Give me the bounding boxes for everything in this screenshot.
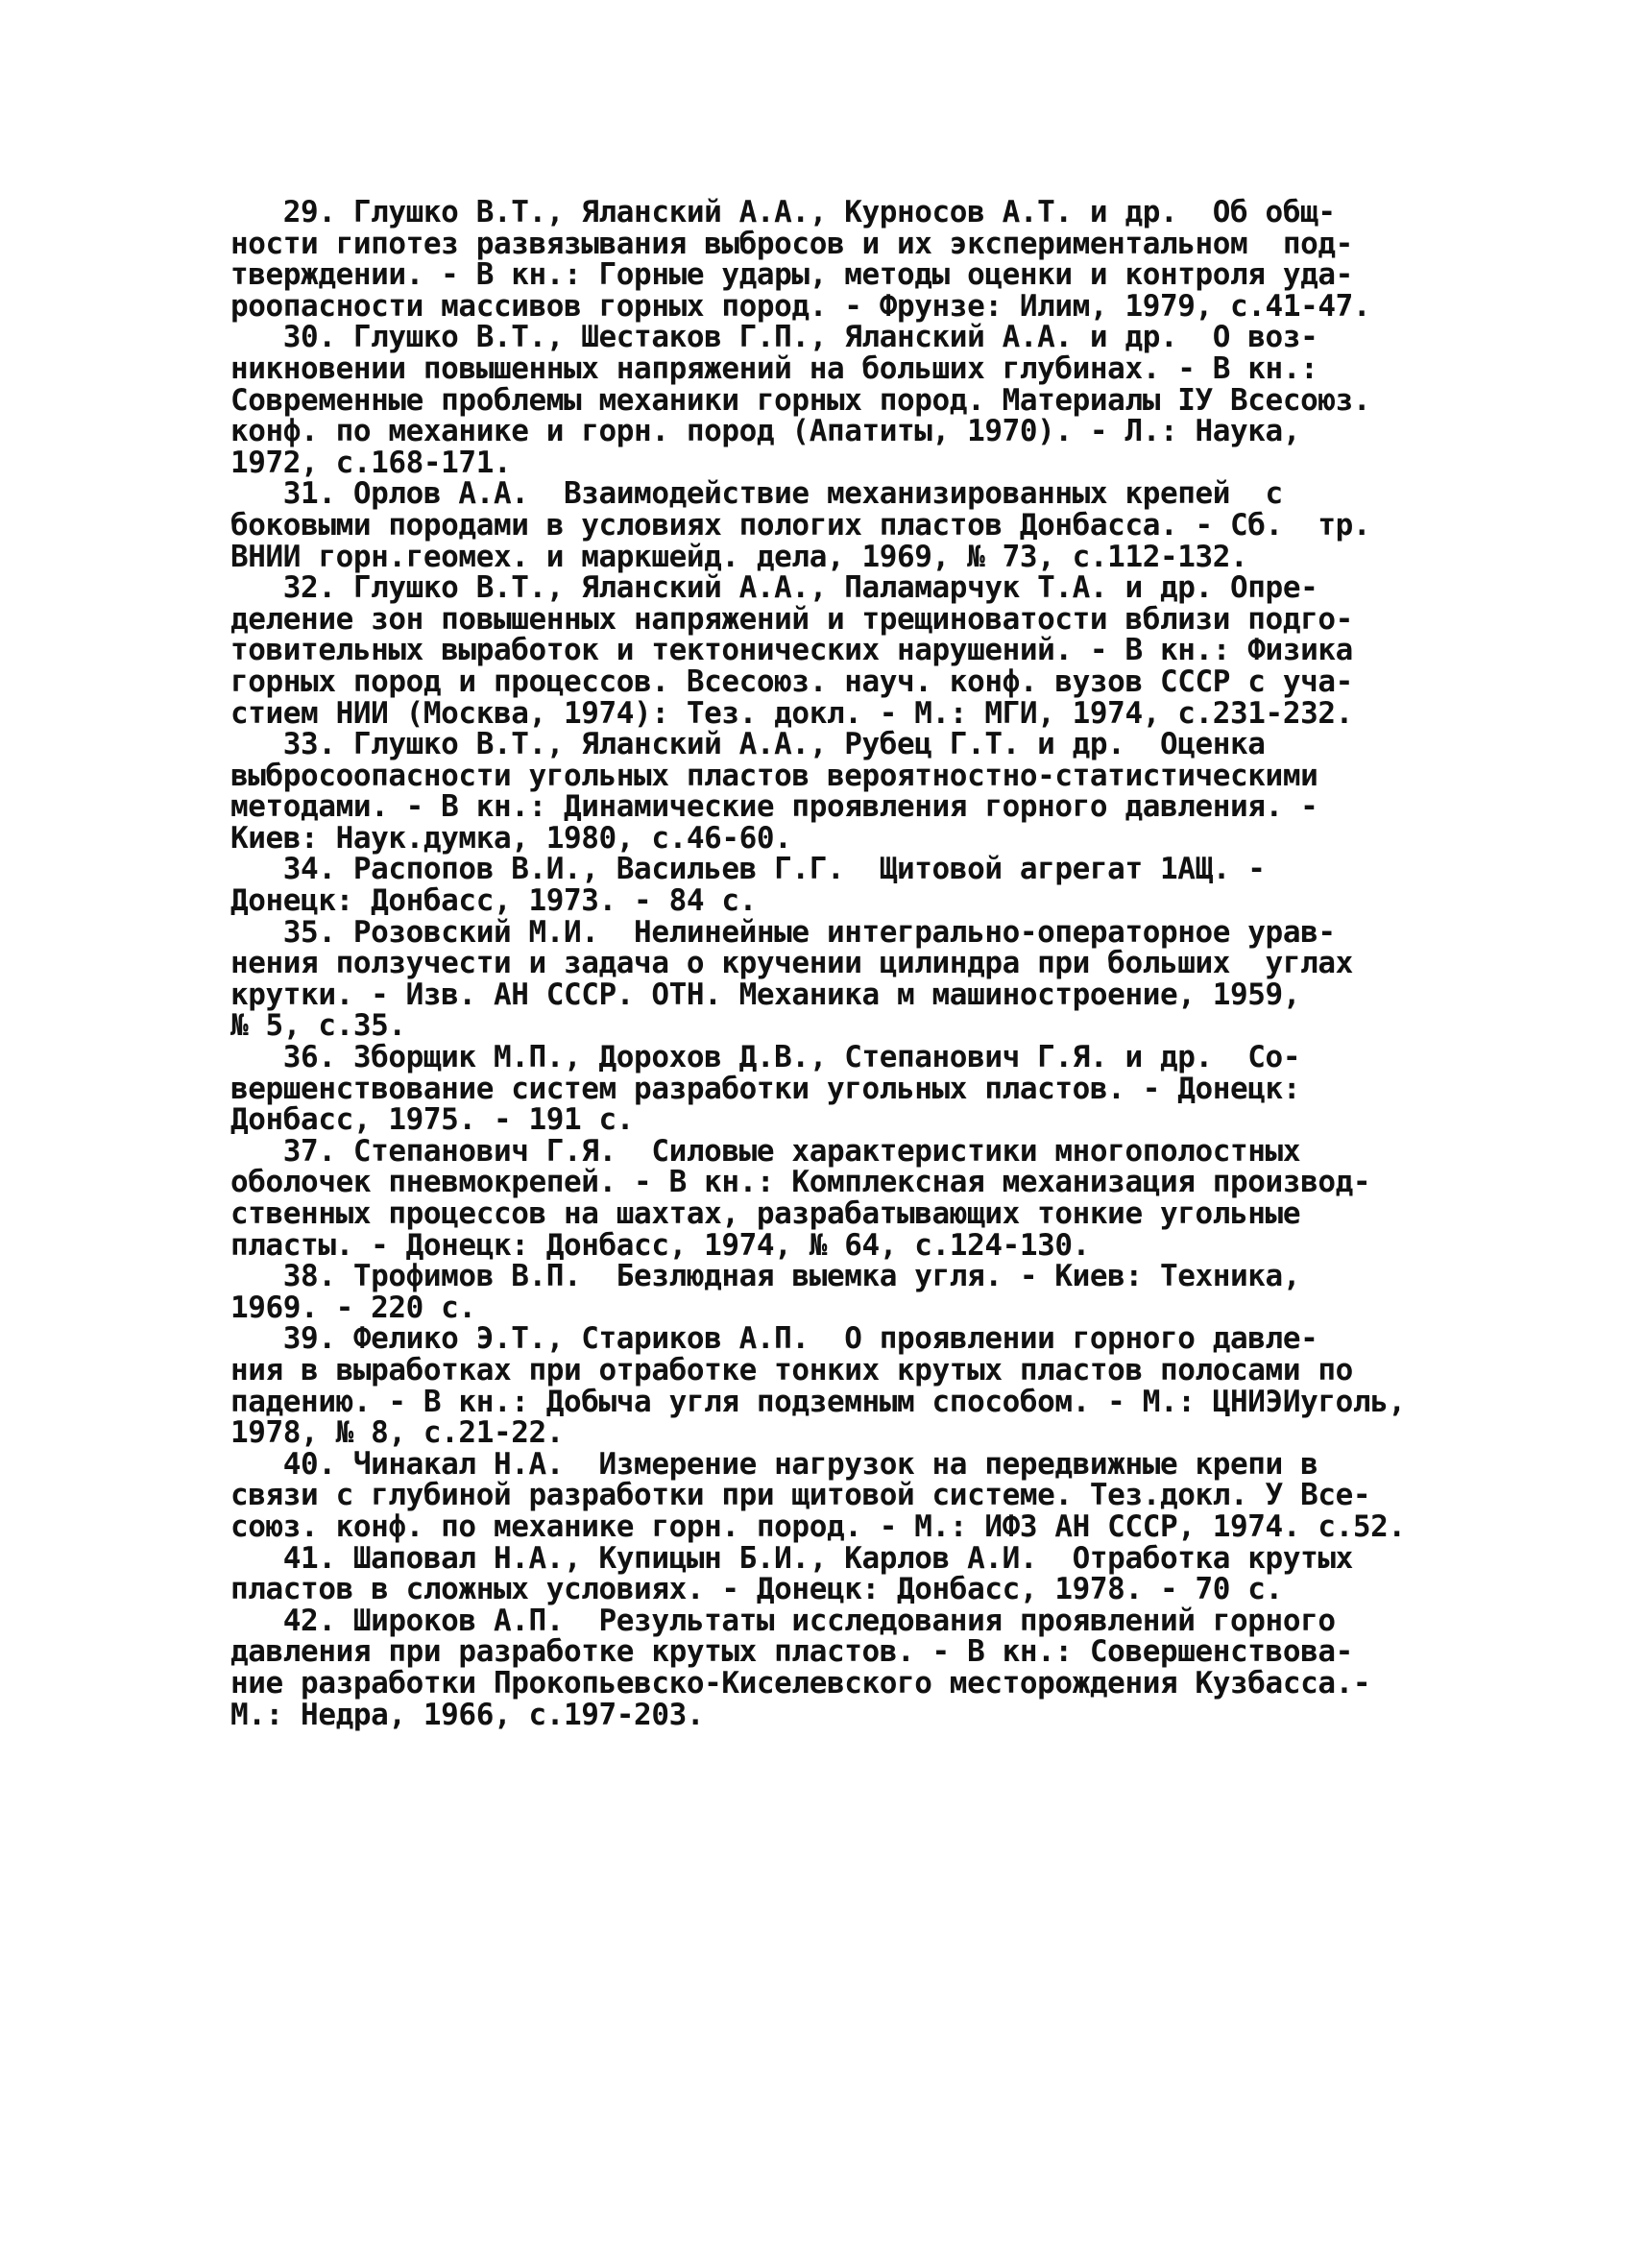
reference-line: падению. - В кн.: Добыча угля подземным способом. - М.: ЦНИЭИуголь, xyxy=(230,1384,1406,1419)
reference-line: ния в выработках при отработке тонких крутых пластов полосами по xyxy=(230,1352,1353,1387)
reference-line: никновении повышенных напряжений на больших глубинах. - В кн.: xyxy=(230,350,1318,386)
reference-line: 39. Фелико Э.Т., Стариков А.П. О проявлении горного давле- xyxy=(230,1321,1318,1357)
reference-entry-36 xyxy=(230,1042,1503,1136)
reference-entry-35 xyxy=(230,914,1503,1044)
reference-entry-41 xyxy=(230,1540,1503,1607)
reference-line: 40. Чинакал Н.А. Измерение нагрузок на передвижные крепи в xyxy=(230,1446,1318,1482)
reference-line: Донбасс, 1975. - 191 с. xyxy=(230,1102,635,1138)
reference-line: оболочек пневмокрепей. - В кн.: Комплексная механизация производ- xyxy=(230,1165,1371,1200)
reference-list xyxy=(230,197,1503,1730)
reference-entry-33 xyxy=(230,729,1503,854)
reference-entry-40 xyxy=(230,1446,1503,1544)
reference-line: ние разработки Прокопьевско-Киселевского месторождения Кузбасса.- xyxy=(230,1665,1371,1701)
reference-line: боковыми породами в условиях пологих пластов Донбасса. - Сб. тр. xyxy=(230,507,1371,543)
reference-entry-29 xyxy=(230,197,1503,322)
reference-line: выбросоопасности угольных пластов вероятностно-статистическими xyxy=(230,758,1318,793)
reference-line: вершенствование систем разработки угольных пластов. - Донецк: xyxy=(230,1071,1301,1106)
reference-line: пласты. - Донецк: Донбасс, 1974, № 64, с.124-130. xyxy=(230,1227,1090,1263)
reference-line: крутки. - Изв. АН СССР. ОТН. Механика м машиностроение, 1959, xyxy=(230,977,1301,1012)
reference-line: Киев: Наук.думка, 1980, с.46-60. xyxy=(230,820,792,856)
reference-line: 37. Степанович Г.Я. Силовые характеристики многополостных xyxy=(230,1133,1301,1169)
reference-entry-34 xyxy=(230,852,1503,919)
reference-line: товительных выработок и тектонических нарушений. - В кн.: Физика xyxy=(230,633,1353,668)
reference-line: роопасности массивов горных пород. - Фрунзе: Илим, 1979, с.41-47. xyxy=(230,288,1371,324)
reference-line: ности гипотез развязывания выбросов и их экспериментальном под- xyxy=(230,226,1353,261)
reference-line: 41. Шаповал Н.А., Купицын Б.И., Карлов А.И. Отработка крутых xyxy=(230,1540,1353,1576)
reference-line: 38. Трофимов В.П. Безлюдная выемка угля. - Киев: Техника, xyxy=(230,1259,1301,1294)
reference-entry-39 xyxy=(230,1321,1503,1451)
reference-line: 30. Глушко В.Т., Шестаков Г.П., Яланский А.А. и др. О воз- xyxy=(230,320,1318,355)
reference-line: давления при разработке крутых пластов. - В кн.: Совершенствова- xyxy=(230,1634,1353,1670)
reference-line: ственных процессов на шахтах, разрабатывающих тонкие угольные xyxy=(230,1196,1301,1231)
reference-line: 29. Глушко В.Т., Яланский А.А., Курносов А.Т. и др. Об общ- xyxy=(230,195,1336,229)
reference-line: Донецк: Донбасс, 1973. - 84 с. xyxy=(230,883,757,919)
reference-line: 1972, с.168-171. xyxy=(230,445,512,480)
reference-entry-32 xyxy=(230,572,1503,729)
reference-line: 31. Орлов А.А. Взаимодействие механизированных крепей с xyxy=(230,476,1283,512)
reference-entry-38 xyxy=(230,1261,1503,1323)
reference-line: горных пород и процессов. Всесоюз. науч. конф. вузов СССР с уча- xyxy=(230,664,1353,699)
reference-line: стием НИИ (Москва, 1974): Тез. докл. - М.: МГИ, 1974, с.231-232. xyxy=(230,695,1353,731)
reference-line: М.: Недра, 1966, с.197-203. xyxy=(230,1697,705,1732)
reference-entry-31 xyxy=(230,478,1503,572)
reference-line: 34. Распопов В.И., Васильев Г.Г. Щитовой агрегат 1АЩ. - xyxy=(230,852,1266,887)
reference-line: конф. по механике и горн. пород (Апатиты, 1970). - Л.: Наука, xyxy=(230,414,1301,449)
reference-line: Современные проблемы механики горных пород. Материалы IУ Всесоюз. xyxy=(230,382,1371,418)
reference-line: деление зон повышенных напряжений и трещиноватости вблизи подго- xyxy=(230,601,1353,637)
reference-line: 32. Глушко В.Т., Яланский А.А., Паламарчук Т.А. и др. Опре- xyxy=(230,570,1318,606)
reference-line: тверждении. - В кн.: Горные удары, методы оценки и контроля уда- xyxy=(230,257,1353,293)
reference-line: 42. Широков А.П. Результаты исследования проявлений горного xyxy=(230,1603,1336,1638)
reference-line: методами. - В кн.: Динамические проявления горного давления. - xyxy=(230,789,1318,825)
reference-entry-30 xyxy=(230,322,1503,478)
reference-line: связи с глубиной разработки при щитовой системе. Тез.докл. У Все- xyxy=(230,1478,1371,1513)
reference-entry-37 xyxy=(230,1133,1503,1263)
reference-line: 1978, № 8, с.21-22. xyxy=(230,1415,565,1451)
reference-line: № 5, с.35. xyxy=(230,1008,406,1044)
reference-line: 36. Зборщик М.П., Дорохов Д.В., Степанович Г.Я. и др. Со- xyxy=(230,1040,1301,1075)
reference-line: ВНИИ горн.геомех. и маркшейд. дела, 1969, № 73, с.112-132. xyxy=(230,539,1248,574)
reference-line: пластов в сложных условиях. - Донецк: Донбасс, 1978. - 70 с. xyxy=(230,1572,1283,1607)
reference-line: 1969. - 220 с. xyxy=(230,1290,476,1325)
reference-line: 33. Глушко В.Т., Яланский А.А., Рубец Г.Т. и др. Оценка xyxy=(230,727,1266,762)
reference-entry-42 xyxy=(230,1605,1503,1730)
reference-line: 35. Розовский М.И. Нелинейные интегрально-операторное урав- xyxy=(230,914,1336,950)
reference-line: нения ползучести и задача о кручении цилиндра при больших углах xyxy=(230,946,1353,981)
reference-line: союз. конф. по механике горн. пород. - М.: ИФЗ АН СССР, 1974. с.52. xyxy=(230,1508,1406,1544)
